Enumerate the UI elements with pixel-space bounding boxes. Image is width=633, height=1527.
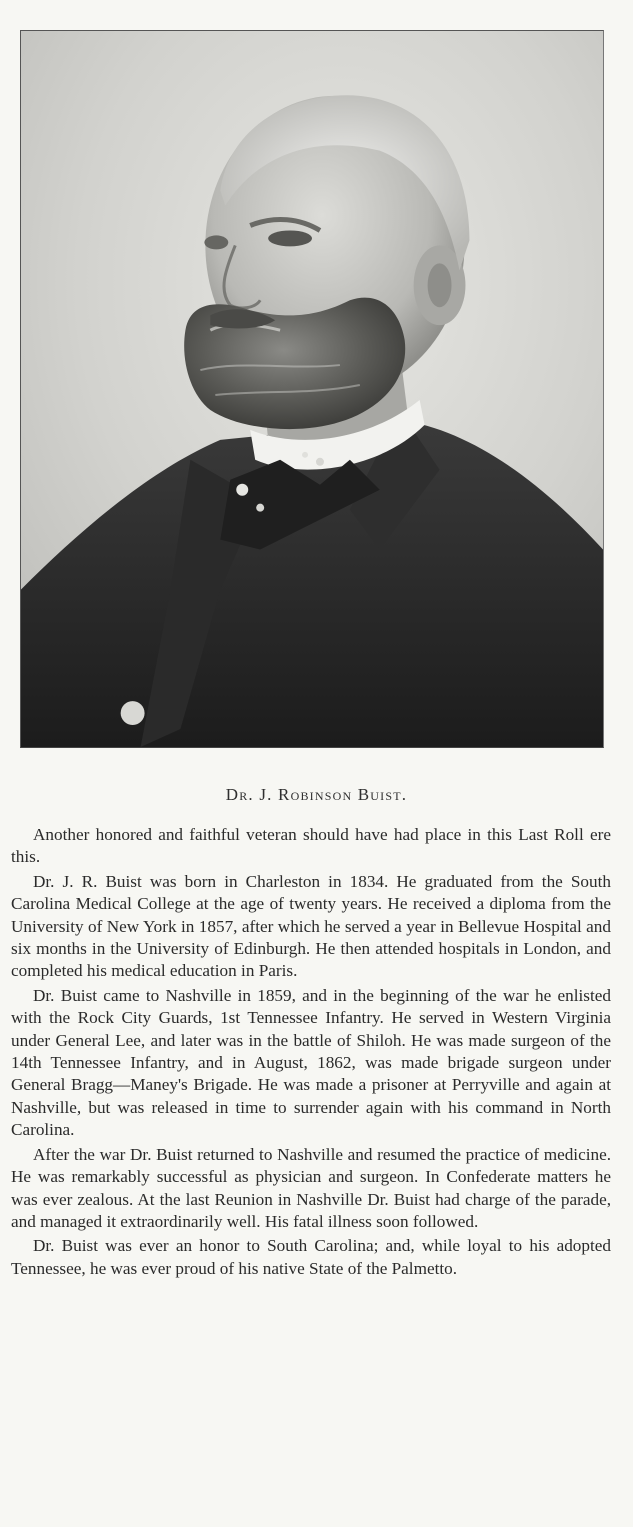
paragraph: After the war Dr. Buist returned to Nashville and resumed the practice of medicine. He was remarkably successful as physician and surgeon. In Confederate matters he was ever zealous. At the last Reunion in Nashville Dr. Buist had charge of the parade, and managed it extraordinarily well. His fatal illness soon followed.	[11, 1144, 611, 1231]
article-body	[11, 824, 611, 1282]
paragraph: Dr. J. R. Buist was born in Charleston in 1834. He graduated from the South Carolina Medical College at the age of twenty years. He received a diploma from the University of New York in 1857, after which he served a year in Bellevue Hospital and six months in the University of Edinburgh. He then attended hospitals in London, and completed his medical education in Paris.	[11, 871, 611, 981]
paragraph: Another honored and faithful veteran should have had place in this Last Roll ere this.	[11, 825, 611, 867]
portrait-caption: Dr. J. Robinson Buist.	[225, 785, 408, 804]
portrait-illustration	[21, 31, 603, 747]
paragraph: Dr. Buist was ever an honor to South Carolina; and, while loyal to his adopted Tennessee, he was ever proud of his native State of the Palmetto.	[11, 1236, 611, 1278]
portrait-photo	[20, 30, 604, 748]
paragraph: Dr. Buist came to Nashville in 1859, and in the beginning of the war he enlisted with the Rock City Guards, 1st Tennessee Infantry. He served in Western Virginia under General Lee, and later was in the battle of Shiloh. He was made surgeon of the 14th Tennessee Infantry, and in August, 1862, was made brigade surgeon under General Bragg—Maney's Brigade. He was made a prisoner at Perryville and again at Nashville, but was released in time to surrender again with his command in North Carolina.	[11, 985, 611, 1140]
